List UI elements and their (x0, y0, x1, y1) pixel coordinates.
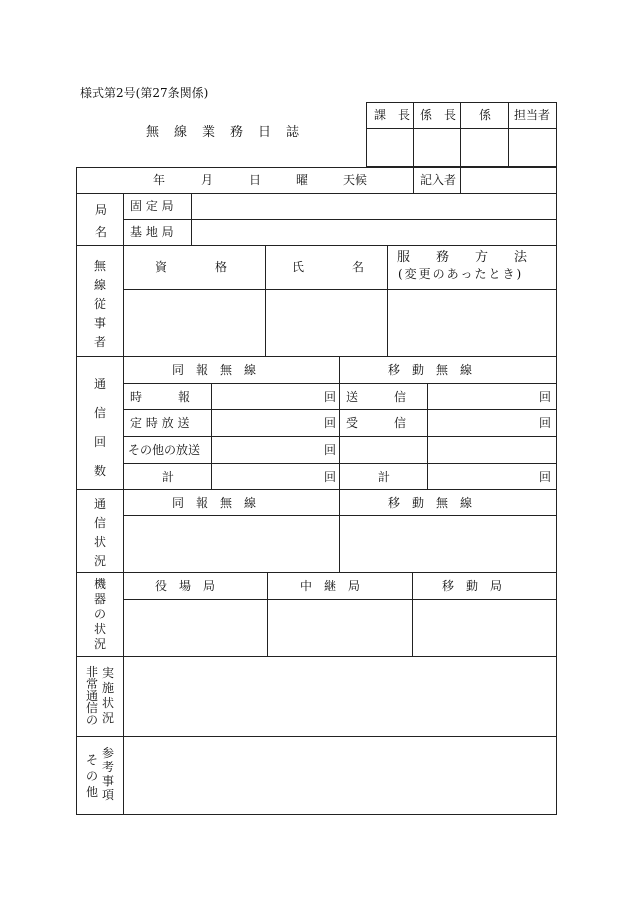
duty-method-header: 服 務 方 法 (397, 250, 528, 265)
weather-label: 天候 (343, 173, 368, 187)
qualification-header: 資 格 (155, 260, 228, 274)
station-label-bottom: 名 (95, 225, 108, 239)
qualification-field[interactable] (125, 291, 264, 354)
office-station-field[interactable] (125, 601, 266, 654)
other-broadcast-count-field[interactable] (213, 438, 321, 461)
stamp-kakari-field[interactable] (462, 130, 507, 165)
scheduled-broadcast-label: 定 時 放 送 (130, 416, 190, 430)
base-station-field[interactable] (193, 221, 555, 243)
approval-kakari: 係 (479, 108, 492, 122)
time-signal-label: 時 報 (130, 390, 191, 404)
reference-field[interactable] (125, 738, 555, 813)
relay-station-field[interactable] (269, 601, 411, 654)
time-signal-unit: 回 (324, 390, 337, 404)
mobile-total-label: 計 (378, 470, 391, 484)
mobile-total-unit: 回 (539, 470, 552, 484)
other-broadcast-unit: 回 (324, 443, 337, 457)
approval-kacho: 課 長 (374, 108, 411, 122)
page-title: 無 線 業 務 日 誌 (146, 125, 301, 140)
recorder-field[interactable] (462, 169, 555, 191)
counts-broadcast-header: 同 報 無 線 (172, 363, 257, 377)
fixed-station-field[interactable] (193, 195, 555, 217)
approval-kakaricho: 係 長 (420, 108, 457, 122)
other-label-col2: 参 考 事 項 (101, 746, 114, 802)
status-broadcast-field[interactable] (125, 517, 338, 570)
recorder-label: 記入者 (420, 173, 457, 187)
other-broadcast-label: その他の放送 (128, 443, 201, 457)
stamp-tantosha-field[interactable] (510, 130, 556, 165)
status-label: 通 信 状 況 (93, 497, 106, 568)
status-mobile-header: 移 動 無 線 (388, 496, 473, 510)
date-day-label: 日 (249, 173, 262, 187)
emergency-field[interactable] (125, 658, 555, 734)
emergency-label-col1: 非 常 通 信 の (85, 665, 98, 727)
broadcast-total-field[interactable] (213, 465, 321, 487)
send-unit: 回 (539, 390, 552, 404)
counts-mobile-header: 移 動 無 線 (388, 363, 473, 377)
broadcast-total-unit: 回 (324, 470, 337, 484)
scheduled-count-field[interactable] (213, 411, 321, 434)
mobile-station-field[interactable] (414, 601, 555, 654)
duty-method-note: (変更のあったとき) (398, 267, 524, 281)
date-weekday-label: 曜 (296, 173, 309, 187)
operators-label: 無 線 従 事 者 (93, 259, 106, 349)
station-label-top: 局 (95, 203, 108, 217)
date-year-label: 年 (153, 173, 166, 187)
office-station-header: 役 場 局 (155, 579, 216, 593)
mobile-total-field[interactable] (429, 465, 535, 487)
base-station-label: 基 地 局 (130, 225, 174, 239)
time-signal-count-field[interactable] (213, 385, 321, 407)
duty-method-field[interactable] (389, 291, 555, 354)
form-number: 様式第2号(第27条関係) (80, 86, 209, 100)
receive-label: 受 信 (346, 416, 407, 430)
stamp-kacho-field[interactable] (368, 130, 412, 165)
relay-station-header: 中 継 局 (300, 579, 361, 593)
emergency-label-col2: 実 施 状 況 (101, 666, 114, 725)
mobile-station-header: 移 動 局 (442, 579, 503, 593)
equipment-label: 機 器 の 状 況 (93, 577, 106, 651)
operator-name-header: 氏 名 (292, 260, 365, 274)
date-month-label: 月 (201, 173, 214, 187)
status-mobile-field[interactable] (341, 517, 555, 570)
status-broadcast-header: 同 報 無 線 (172, 496, 257, 510)
scheduled-unit: 回 (324, 416, 337, 430)
receive-count-field[interactable] (429, 411, 535, 434)
receive-unit: 回 (539, 416, 552, 430)
counts-label: 通 信 回 数 (93, 377, 106, 478)
send-label: 送 信 (346, 390, 407, 404)
broadcast-total-label: 計 (162, 470, 175, 484)
fixed-station-label: 固 定 局 (130, 199, 174, 213)
stamp-kakaricho-field[interactable] (415, 130, 459, 165)
send-count-field[interactable] (429, 385, 535, 407)
operator-name-field[interactable] (267, 291, 386, 354)
approval-tantosha: 担当者 (514, 108, 551, 122)
other-label-col1: そ の 他 (85, 753, 98, 799)
